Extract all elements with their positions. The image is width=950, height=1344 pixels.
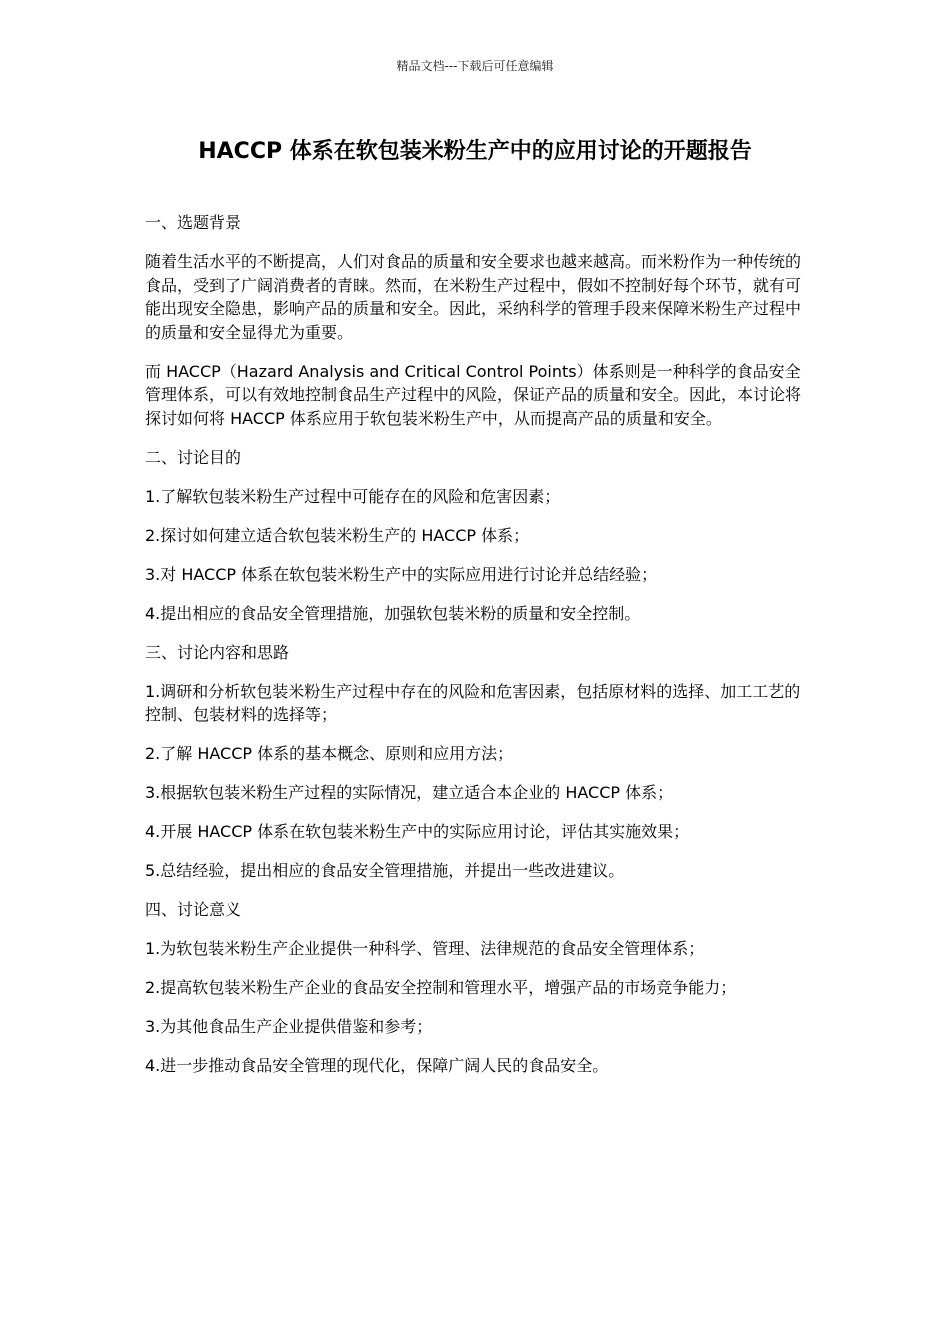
list-item: 5.总结经验，提出相应的食品安全管理措施，并提出一些改进建议。: [145, 861, 625, 880]
section-heading-purpose: 二、讨论目的: [145, 447, 242, 467]
list-item: 1.了解软包装米粉生产过程中可能存在的风险和危害因素；: [145, 486, 561, 506]
section-heading-background: 一、选题背景: [145, 213, 242, 232]
list-item: 2.了解 HACCP 体系的基本概念、原则和应用方法；: [145, 744, 514, 763]
list-item: 3.根据软包装米粉生产过程的实际情况，建立适合本企业的 HACCP 体系；: [145, 783, 674, 802]
list-item: 4.提出相应的食品安全管理措施，加强软包装米粉的质量和安全控制。: [145, 603, 641, 623]
list-item: 4.进一步推动食品安全管理的现代化，保障广阔人民的食品安全。: [145, 1056, 609, 1075]
document-body: [145, 211, 805, 1093]
list-item: 1.为软包装米粉生产企业提供一种科学、管理、法律规范的食品安全管理体系；: [145, 939, 705, 958]
document-title: HACCP 体系在软包装米粉生产中的应用讨论的开题报告: [198, 139, 752, 164]
section-heading-significance: 四、讨论意义: [145, 900, 242, 919]
page-header: 精品文档---下载后可任意编辑: [396, 59, 554, 73]
paragraph: 随着生活水平的不断提高，人们对食品的质量和安全要求也越来越高。而米粉作为一种传统的食品，受到了广阔消费者的青睐。然而，在米粉生产过程中，假如不控制好每个环节，就有可能出现安全隐患，影响产品的质量和安全。因此，采纳科学的管理手段来保障米粉生产过程中的质量和安全显得尤为重要。: [145, 252, 802, 342]
list-item: 2.提高软包装米粉生产企业的食品安全控制和管理水平，增强产品的市场竞争能力；: [145, 978, 737, 997]
section-heading-content: 三、讨论内容和思路: [145, 642, 290, 662]
paragraph: 而 HACCP（Hazard Analysis and Critical Control Points）体系则是一种科学的食品安全管理体系，可以有效地控制食品生产过程中的风险，保证产品的质量和安全。因此，本讨论将探讨如何将 HACCP 体系应用于软包装米粉生产中，从而提高产品的质量和安全。: [145, 361, 802, 428]
list-item: 3.对 HACCP 体系在软包装米粉生产中的实际应用进行讨论并总结经验；: [145, 564, 658, 584]
list-item: 1.调研和分析软包装米粉生产过程中存在的风险和危害因素，包括原材料的选择、加工工艺的控制、包装材料的选择等；: [145, 681, 801, 724]
list-item: 4.开展 HACCP 体系在软包装米粉生产中的实际应用讨论，评估其实施效果；: [145, 822, 690, 841]
list-item: 3.为其他食品生产企业提供借鉴和参考；: [145, 1017, 433, 1036]
list-item: 2.探讨如何建立适合软包装米粉生产的 HACCP 体系；: [145, 525, 530, 545]
